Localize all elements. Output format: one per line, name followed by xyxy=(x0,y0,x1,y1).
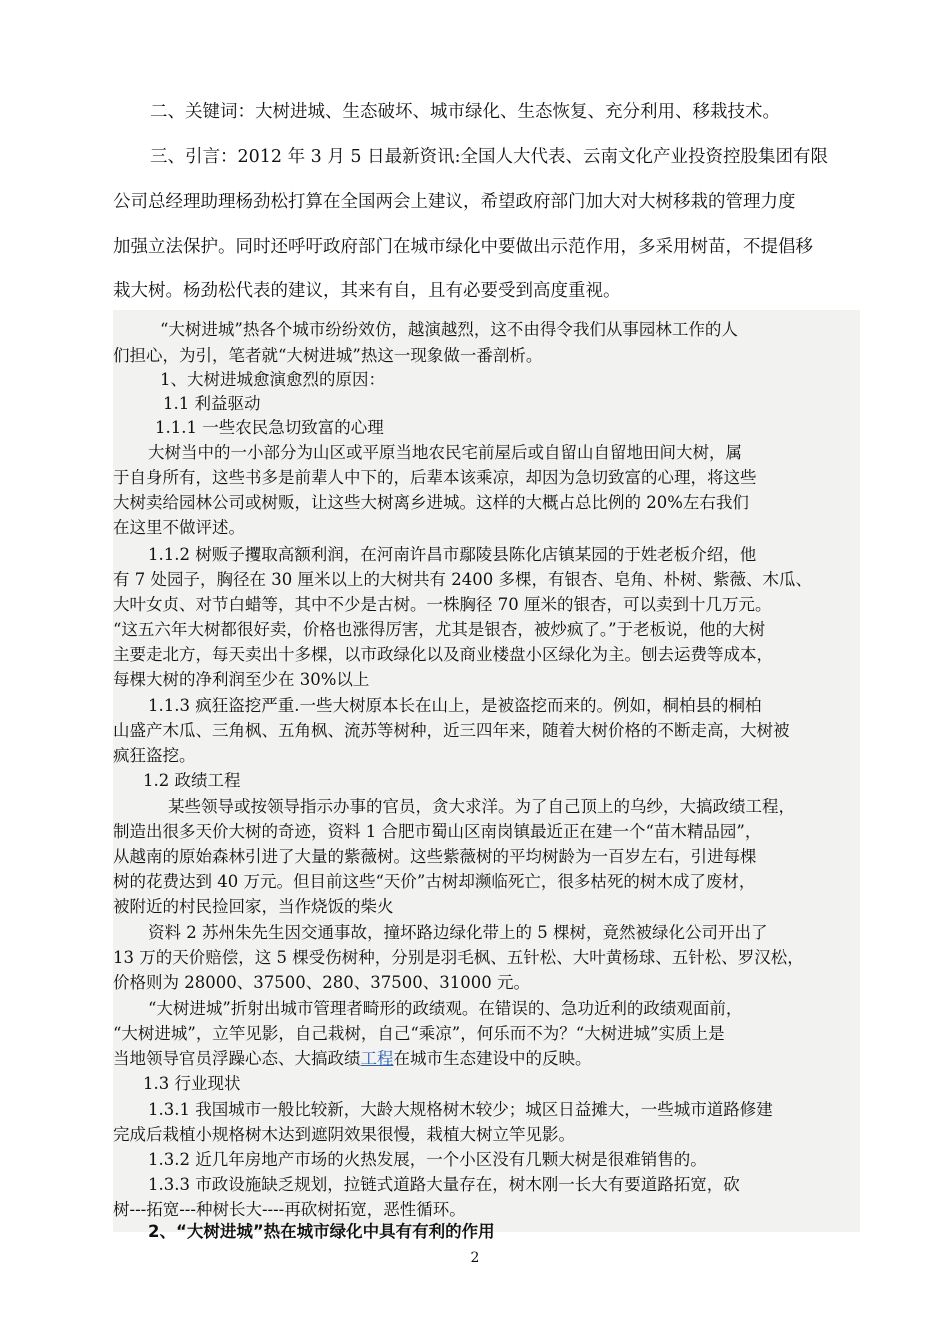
paragraph-line: “大树进城”，立竿见影，自己栽树，自己“乘凉”，何乐而不为？“大树进城”实质上是 xyxy=(113,1024,725,1043)
paragraph-line xyxy=(113,1045,592,1069)
paragraph-line: 某些领导或按领导指示办事的官员，贪大求洋。为了自己顶上的乌纱，大搞政绩工程， xyxy=(168,797,795,816)
preface-line: 加强立法保护。同时还呼吁政府部门在城市绿化中要做出示范作用，多采用树苗，不提倡移 xyxy=(113,237,813,257)
page-number: 2 xyxy=(470,1250,480,1266)
section-heading: 1、大树进城愈演愈烈的原因： xyxy=(160,370,385,389)
paragraph-line: 主要走北方，每天卖出十多棵，以市政绿化以及商业楼盘小区绿化为主。刨去运费等成本， xyxy=(113,645,773,664)
paragraph-line: 1.1.3 疯狂盗挖严重.一些大树原本长在山上，是被盗挖而来的。例如，桐柏县的桐柏 xyxy=(148,696,762,715)
paragraph-line: 13 万的天价赔偿，这 5 棵受伤树种，分别是羽毛枫、五针松、大叶黄杨球、五针松、罗汉松， xyxy=(113,948,804,967)
subsection-heading: 1.3 行业现状 xyxy=(143,1074,241,1093)
paragraph-text: 当地领导官员浮躁心态、大搞政绩 xyxy=(113,1049,361,1068)
preface-line: 栽大树。杨劲松代表的建议，其来有自，且有必要受到高度重视。 xyxy=(113,281,621,301)
paragraph-line: 制造出很多天价大树的奇迹，资料 1 合肥市蜀山区南岗镇最近正在建一个“苗木精品园”， xyxy=(113,822,762,841)
paragraph-line: 在这里不做评述。 xyxy=(113,518,245,537)
paragraph-line: 完成后栽植小规格树木达到遮阴效果很慢，栽植大树立竿见影。 xyxy=(113,1125,575,1144)
paragraph-line: “大树进城”热各个城市纷纷效仿，越演越烈，这不由得令我们从事园林工作的人 xyxy=(160,320,738,339)
paragraph-line: 树的花费达到 40 万元。但目前这些“天价”古树却濒临死亡，很多枯死的树木成了废材， xyxy=(113,872,756,891)
preface-line: 三、引言：2012 年 3 月 5 日最新资讯:全国人大代表、云南文化产业投资控股集团有限 xyxy=(150,147,829,167)
keywords-line: 二、关键词：大树进城、生态破坏、城市绿化、生态恢复、充分利用、移栽技术。 xyxy=(150,102,780,122)
paragraph-line: 有 7 处园子，胸径在 30 厘米以上的大树共有 2400 多棵，有银杏、皂角、朴树、紫薇、木瓜、 xyxy=(113,570,812,589)
paragraph-line: 疯狂盗挖。 xyxy=(113,746,196,765)
paragraph-line: 1.1.2 树贩子攫取高额利润，在河南许昌市鄢陵县陈化店镇某园的于姓老板介绍，他 xyxy=(148,545,757,564)
paragraph-line: 大叶女贞、对节白蜡等，其中不少是古树。一株胸径 70 厘米的银杏，可以卖到十几万元。 xyxy=(113,595,772,614)
subsection-heading: 1.1 利益驱动 xyxy=(163,394,261,413)
paragraph-line: “这五六年大树都很好卖，价格也涨得厉害，尤其是银杏，被炒疯了。”于老板说，他的大树 xyxy=(113,620,766,639)
paragraph-line: “大树进城”折射出城市管理者畸形的政绩观。在错误的、急功近利的政绩观面前， xyxy=(148,999,743,1018)
paragraph-line: 每棵大树的净利润至少在 30%以上 xyxy=(113,670,370,689)
subsection-heading: 1.2 政绩工程 xyxy=(143,771,241,790)
paragraph-line: 资料 2 苏州朱先生因交通事故，撞坏路边绿化带上的 5 棵树，竟然被绿化公司开出了 xyxy=(148,923,768,942)
subsubsection-heading: 1.1.1 一些农民急切致富的心理 xyxy=(155,418,384,437)
paragraph-line: 被附近的村民捡回家，当作烧饭的柴火 xyxy=(113,897,394,916)
paragraph-line: 大树当中的一小部分为山区或平原当地农民宅前屋后或自留山自留地田间大树，属 xyxy=(148,443,742,462)
paragraph-line: 1.3.1 我国城市一般比较新，大龄大规格树木较少；城区日益摊大，一些城市道路修建 xyxy=(148,1100,773,1119)
paragraph-line: 价格则为 28000、37500、280、37500、31000 元。 xyxy=(113,973,530,992)
paragraph-line: 树---拓宽---种树长大----再砍树拓宽，恶性循环。 xyxy=(113,1200,466,1219)
paragraph-line: 大树卖给园林公司或树贩，让这些大树离乡进城。这样的大概占总比例的 20%左右我们 xyxy=(113,493,749,512)
engineering-link[interactable]: 工程 xyxy=(360,1049,394,1068)
paragraph-text: 在城市生态建设中的反映。 xyxy=(393,1049,592,1068)
paragraph-line: 从越南的原始森林引进了大量的紫薇树。这些紫薇树的平均树龄为一百岁左右，引进每棵 xyxy=(113,847,757,866)
paragraph-line: 1.3.2 近几年房地产市场的火热发展，一个小区没有几颗大树是很难销售的。 xyxy=(148,1150,707,1169)
preface-line: 公司总经理助理杨劲松打算在全国两会上建议，希望政府部门加大对大树移栽的管理力度 xyxy=(113,192,796,212)
section-heading: 2、“大树进城”热在城市绿化中具有有利的作用 xyxy=(148,1222,495,1241)
paragraph-line: 1.3.3 市政设施缺乏规划，拉链式道路大量存在，树木刚一长大有要道路拓宽，砍 xyxy=(148,1175,740,1194)
paragraph-line: 们担心，为引，笔者就“大树进城”热这一现象做一番剖析。 xyxy=(113,346,543,365)
paragraph-line: 于自身所有，这些书多是前辈人中下的，后辈本该乘凉，却因为急切致富的心理，将这些 xyxy=(113,468,757,487)
paragraph-line: 山盛产木瓜、三角枫、五角枫、流苏等树种，近三四年来，随着大树价格的不断走高，大树被 xyxy=(113,721,790,740)
